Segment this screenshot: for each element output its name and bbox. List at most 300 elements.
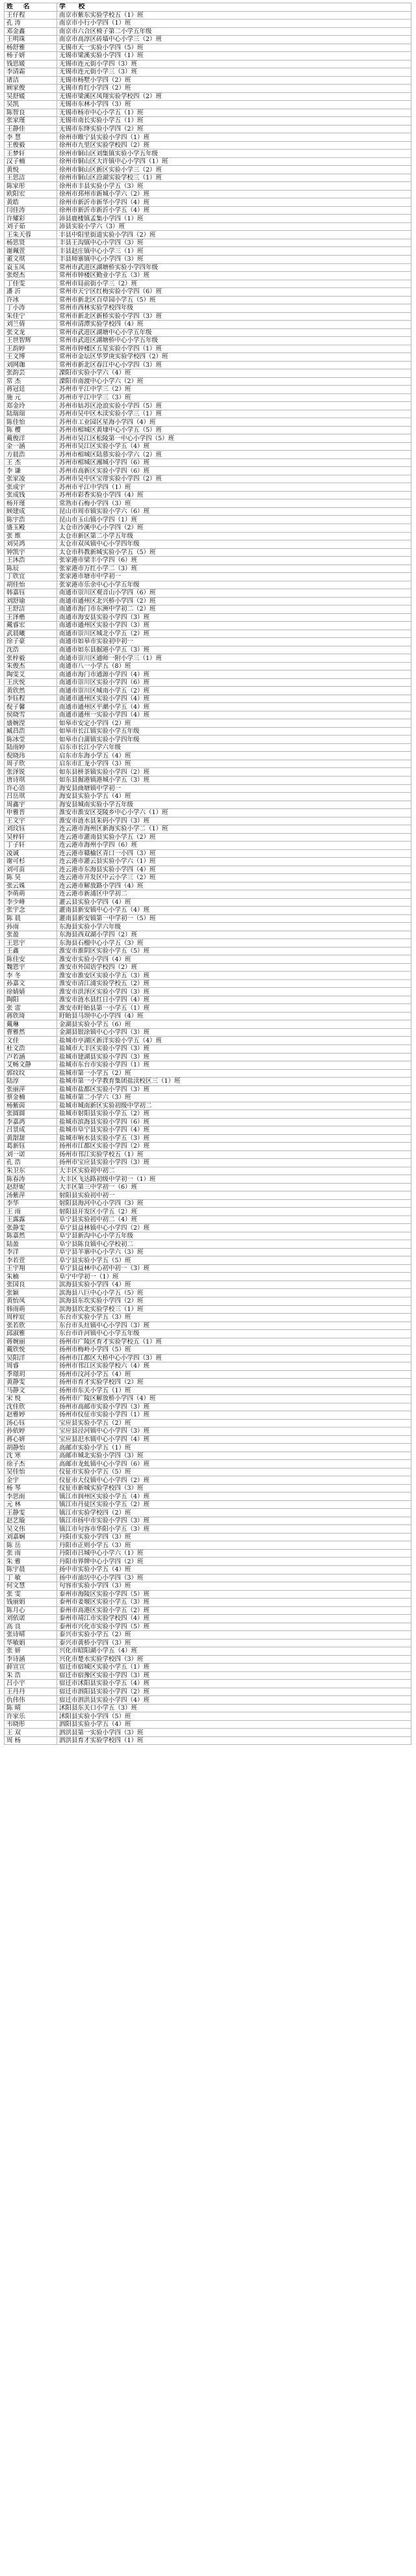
school-cell: 南通市海门市通源小学四（4）班 (57, 671, 411, 679)
school-cell: 常州市武进区湖塘桥中心小学五年级 (57, 337, 411, 345)
student-name-cell: 汤心钰 (5, 1419, 57, 1427)
table-row (5, 1037, 411, 1045)
student-name-cell: 金宇 (5, 1476, 57, 1485)
student-name-cell: 周鑫宇 (5, 801, 57, 809)
student-name-cell: 陆瑞瑞 (5, 410, 57, 418)
student-name-cell: 丁佳雯 (5, 280, 57, 288)
school-cell: 盐城市第一小学五（2）班 (57, 1069, 411, 1078)
student-name-cell: 钱丽娟 (5, 1599, 57, 1607)
student-name-cell: 杨 琴 (5, 1484, 57, 1493)
student-name-cell: 李 冬 (5, 972, 57, 980)
school-cell: 大丰区飞达路初级中学初一（1）班 (57, 1175, 411, 1184)
student-name-cell: 郑金玲 (5, 402, 57, 410)
school-cell: 苏州市平江中学三（3）班 (57, 393, 411, 402)
student-name-cell: 徐子豪 (5, 638, 57, 646)
table-row (5, 1444, 411, 1452)
student-name-cell: 黄怡凤 (5, 1297, 57, 1305)
school-cell: 南通市八一小学五（8）班 (57, 662, 411, 671)
school-cell: 徐州市铜山区新区实验小学三（2）班 (57, 166, 411, 174)
student-name-cell: 魏恩宇 (5, 963, 57, 972)
school-cell: 太仓市科教新城实验小学五（5）班 (57, 548, 411, 557)
school-cell: 常州市钟楼区五星实验小学四（1）班 (57, 345, 411, 353)
school-cell: 如皋市白蒲镇实验小学四年级 (57, 736, 411, 744)
table-row (5, 1517, 411, 1525)
student-name-cell: 盛玉殿 (5, 524, 57, 533)
table-row (5, 418, 411, 427)
student-name-cell: 孙雨 (5, 923, 57, 931)
table-row (5, 1126, 411, 1135)
table-row (5, 20, 411, 28)
student-name-cell: 刘兰倩 (5, 321, 57, 329)
school-cell: 南通市崇川区通师一附小学三（1）班 (57, 654, 411, 663)
table-row (5, 36, 411, 44)
table-row (5, 776, 411, 784)
student-name-cell: 王明珠 (5, 36, 57, 44)
student-name-cell: 陈宇浩 (5, 516, 57, 524)
table-row (5, 1639, 411, 1647)
student-name-cell: 陈佳安 (5, 955, 57, 964)
school-cell: 东台市许河镇中心小学五年级 (57, 1330, 411, 1338)
student-name-cell: 沈佳欣 (5, 1403, 57, 1411)
school-cell: 徐州市铜山区沿湖实验学校三（1）班 (57, 174, 411, 182)
table-row (5, 939, 411, 948)
school-cell: 南通市通州区实验小学四（3）班 (57, 622, 411, 630)
school-cell: 宝应县泾河镇中心小学四（3）班 (57, 1427, 411, 1436)
table-row (5, 133, 411, 142)
table-header-row (5, 3, 411, 12)
school-cell: 仪征市新城实验学校四（3）班 (57, 1484, 411, 1493)
student-name-cell: 邱淑雅 (5, 1330, 57, 1338)
student-name-cell: 孙依婷 (5, 1427, 57, 1436)
table-row (5, 613, 411, 622)
school-cell: 阜宁县羊寨中心小学六（3）班 (57, 1248, 411, 1256)
school-cell: 苏州市平江中学四（1）班 (57, 483, 411, 492)
name-list-sheet (4, 3, 411, 1745)
table-row (5, 752, 411, 760)
table-row (5, 573, 411, 581)
student-name-cell: 王 双 (5, 1729, 57, 1737)
student-name-cell: 周睿 (5, 1362, 57, 1371)
table-row (5, 671, 411, 679)
school-cell: 淮安市淮安区茭陵乡中心小学六（1）班 (57, 809, 411, 817)
table-row (5, 1012, 411, 1020)
school-cell: 盐城市盐都区实验小学四（3）班 (57, 1085, 411, 1094)
student-name-cell: 张 妍 (5, 1647, 57, 1656)
table-row (5, 1655, 411, 1664)
school-cell: 苏州市吴江区实验小学五（4）班 (57, 442, 411, 451)
school-cell: 盐城市阜宁县实验小学四（4）班 (57, 1126, 411, 1135)
student-name-cell: 张宇念 (5, 907, 57, 915)
table-row (5, 963, 411, 972)
table-row (5, 1704, 411, 1712)
table-row (5, 1680, 411, 1688)
school-cell: 宿迁市泗阳县实验小学四（2）班 (57, 1688, 411, 1696)
table-row (5, 1143, 411, 1151)
table-row (5, 166, 411, 174)
school-cell: 盐城市第一小学教育集团盐渎校区三（1）班 (57, 1078, 411, 1086)
student-name-cell: 陈 岳 (5, 1541, 57, 1550)
table-row (5, 68, 411, 77)
table-row (5, 646, 411, 654)
table-row (5, 662, 411, 671)
school-cell: 丹阳市界牌中心小学四（2）班 (57, 1558, 411, 1566)
table-row (5, 979, 411, 988)
table-row (5, 1208, 411, 1216)
school-cell: 东海县西双湖小学四（2）班 (57, 931, 411, 939)
table-row (5, 1533, 411, 1541)
table-row (5, 849, 411, 858)
table-row (5, 1004, 411, 1013)
table-row (5, 402, 411, 410)
student-name-cell: 孔 浩 (5, 1159, 57, 1167)
school-cell: 射阳县开发区小学五（2）班 (57, 1208, 411, 1216)
table-row (5, 1599, 411, 1607)
school-cell: 沭阳县实验小学四（5）班 (57, 1712, 411, 1721)
table-row (5, 60, 411, 68)
table-row (5, 931, 411, 939)
table-row (5, 337, 411, 345)
student-name-cell: 陈 晴 (5, 1704, 57, 1712)
student-name-cell: 刘一诺 (5, 1150, 57, 1159)
school-cell: 阜宁县实验小学五（5）班 (57, 1256, 411, 1265)
table-row (5, 687, 411, 695)
school-cell: 丰县师寨镇中心小学四（3）班 (57, 255, 411, 263)
student-name-cell: 许耀彩 (5, 215, 57, 223)
table-row (5, 1509, 411, 1517)
table-row (5, 1053, 411, 1061)
table-row (5, 760, 411, 768)
table-row (5, 475, 411, 483)
school-cell: 苏州市平江中学三（2）班 (57, 386, 411, 394)
student-name-cell: 张盈 (5, 931, 57, 939)
student-name-cell: 赵舒妮 (5, 1183, 57, 1191)
student-name-cell: 王思洁 (5, 174, 57, 182)
student-name-cell: 陶雯艾 (5, 671, 57, 679)
school-cell: 常熟市石梅小学四（3）班 (57, 499, 411, 508)
table-row (5, 1183, 411, 1191)
table-row (5, 923, 411, 931)
student-name-cell: 张颖 (5, 1289, 57, 1297)
student-name-cell: 蒋欣琦 (5, 1012, 57, 1020)
student-name-cell: 张文龙 (5, 328, 57, 337)
school-cell: 扬州市育才实验学校四（2）班 (57, 1379, 411, 1387)
student-name-cell: 葛新钰 (5, 1143, 57, 1151)
school-cell: 无锡市杨市中心小学五（1）班 (57, 109, 411, 117)
table-row (5, 1085, 411, 1094)
student-name-cell: 季璟玥 (5, 1370, 57, 1379)
table-row (5, 101, 411, 109)
school-cell: 海安县城南实验小学五年级 (57, 801, 411, 809)
table-row (5, 1256, 411, 1265)
table-row (5, 972, 411, 980)
student-name-cell: 蔡金楠 (5, 1094, 57, 1102)
student-name-cell: 陈 昊 (5, 874, 57, 883)
student-name-cell: 吴舒媛 (5, 92, 57, 101)
school-cell: 泗洪县第一实验小学四（3）班 (57, 1729, 411, 1737)
student-name-cell: 刘嘉娴 (5, 1533, 57, 1541)
student-name-cell: 李 谦 (5, 467, 57, 475)
student-name-cell: 赵雅婷 (5, 1411, 57, 1420)
table-row (5, 1061, 411, 1070)
school-cell: 启东市汇龙小学四（3）班 (57, 760, 411, 768)
table-body (5, 11, 411, 1745)
school-cell: 灌云县实验小学四（4）班 (57, 898, 411, 907)
school-cell: 常州市天宁区红梅实验小学四（6）班 (57, 288, 411, 297)
table-row (5, 85, 411, 93)
school-cell: 句容市实验小学四（3）班 (57, 1582, 411, 1591)
student-name-cell: 王丹丹 (5, 1688, 57, 1696)
table-row (5, 1297, 411, 1305)
table-row (5, 1379, 411, 1387)
student-name-cell: 张云姝 (5, 882, 57, 890)
student-name-cell: 陈冰莹 (5, 736, 57, 744)
student-name-cell: 王文博 (5, 353, 57, 362)
student-name-cell: 陈家彤 (5, 182, 57, 191)
student-name-cell: 陆淳 (5, 1078, 57, 1086)
school-cell: 扬州市东关小学五（1）班 (57, 1387, 411, 1395)
student-name-cell: 诸洁 (5, 76, 57, 85)
table-row (5, 288, 411, 297)
school-cell: 泰兴市实验小学五（2）班 (57, 1631, 411, 1640)
student-name-cell: 闫佳涛 (5, 206, 57, 215)
table-row (5, 597, 411, 605)
student-name-cell: 朱卫东 (5, 1167, 57, 1175)
school-cell: 南通市崇川区城北小学五（2）班 (57, 630, 411, 638)
school-cell: 淮安市淮安区实验小学五（3）班 (57, 972, 411, 980)
table-row (5, 52, 411, 60)
school-cell: 连云港市赣榆区青口一小四（3）班 (57, 849, 411, 858)
table-row (5, 1305, 411, 1314)
school-cell: 丹阳市吕城中心小学六（1）班 (57, 1549, 411, 1558)
school-cell: 宿迁市沭阳县实验小学五（4）班 (57, 1680, 411, 1688)
school-cell: 扬州市邗江区实验学校六（4）班 (57, 1362, 411, 1371)
school-cell: 泰兴市黄桥小学四（3）班 (57, 1639, 411, 1647)
school-cell: 太仓市双凤镇中心小学四年级 (57, 540, 411, 549)
school-cell: 苏州市吴江区松陵第一中心小学四（5）班 (57, 434, 411, 443)
school-cell: 镇江市扬中市实验小学四（3）班 (57, 1517, 411, 1525)
student-name-cell: 薛宣宣 (5, 1664, 57, 1672)
table-row (5, 1696, 411, 1705)
school-cell: 如东县栟茶镇实验小学四（2）班 (57, 768, 411, 777)
school-cell: 盐城市响水县实验小学五（3）班 (57, 1134, 411, 1143)
table-row (5, 736, 411, 744)
student-name-cell: 吕景成 (5, 1126, 57, 1135)
table-row (5, 548, 411, 557)
school-cell: 盐城市东台市实验小学四（1）班 (57, 1061, 411, 1070)
table-row (5, 727, 411, 736)
student-name-cell: 李华 (5, 1199, 57, 1208)
student-name-cell: 李 慧 (5, 133, 57, 142)
school-cell: 苏州市吴中区木渎实验小学三（1）班 (57, 410, 411, 418)
table-row (5, 1134, 411, 1143)
table-row (5, 638, 411, 646)
table-row (5, 678, 411, 687)
school-cell: 如皋市安定小学四（2）班 (57, 719, 411, 728)
school-cell: 东海县实验小学六年级 (57, 923, 411, 931)
table-row (5, 654, 411, 663)
table-row (5, 1289, 411, 1297)
school-cell: 无锡市连元街小学四（3）班 (57, 60, 411, 68)
school-cell: 淮安市清江浦实验学校五（2）班 (57, 979, 411, 988)
school-cell: 徐州市丰县实验小学五（3）班 (57, 182, 411, 191)
school-cell: 泰州市高港区实验小学五（2）班 (57, 1606, 411, 1615)
school-cell: 沭阳县东关口小学五（3）班 (57, 1704, 411, 1712)
student-name-cell: 李嘉鸿 (5, 1118, 57, 1126)
student-name-cell: 郭纹纹 (5, 1069, 57, 1078)
student-name-cell: 吴阳洋 (5, 1354, 57, 1362)
table-row (5, 1500, 411, 1509)
school-cell: 徐州市睢宁县实验小学四（1）班 (57, 133, 411, 142)
school-cell: 扬州市邗江实验学校五（1）班 (57, 1150, 411, 1159)
school-cell: 苏州市高新区实验小学四（6）班 (57, 467, 411, 475)
table-row (5, 1435, 411, 1444)
student-name-cell: 唐诗琪 (5, 776, 57, 784)
school-cell: 南通市通州区平潮小学五（4）班 (57, 703, 411, 711)
school-cell: 常州市金坛区华罗庚实验学校四（2）班 (57, 353, 411, 362)
student-name-cell: 卢若涵 (5, 1053, 57, 1061)
table-row (5, 92, 411, 101)
school-cell: 射阳县实验初中初一 (57, 1191, 411, 1200)
student-name-cell: 丁欣宜 (5, 573, 57, 581)
school-cell: 连云港市灌南县实验小学五（2）班 (57, 833, 411, 842)
student-name-cell: 张煜杰 (5, 272, 57, 280)
table-row (5, 1729, 411, 1737)
table-row (5, 44, 411, 52)
table-row (5, 109, 411, 117)
school-cell: 泰州市海陵区实验小学四（5）班 (57, 1590, 411, 1599)
student-name-cell: 吴凯 (5, 101, 57, 109)
student-name-cell: 顾建成 (5, 507, 57, 516)
school-cell: 徐州市新沂市新华小学四（4）班 (57, 198, 411, 207)
student-name-cell: 胡静怡 (5, 1444, 57, 1452)
school-cell: 阜宁县实验初中初二（4）班 (57, 1215, 411, 1224)
student-name-cell: 周 杨 (5, 1736, 57, 1745)
student-name-cell: 杨舒雅 (5, 44, 57, 52)
student-name-cell: 王文宇 (5, 817, 57, 825)
school-cell: 扬州市高邮市实验小学四（3）班 (57, 1403, 411, 1411)
student-name-cell: 韩嘉钰 (5, 589, 57, 598)
student-name-cell: 李少峰 (5, 898, 57, 907)
table-row (5, 1590, 411, 1599)
school-cell: 阜宁县陈良镇中心学校初二 (57, 1240, 411, 1249)
table-row (5, 703, 411, 711)
student-name-cell: 王梦轩 (5, 150, 57, 158)
table-row (5, 1574, 411, 1582)
table-row (5, 1175, 411, 1184)
student-name-cell: 戴欣悦 (5, 1346, 57, 1355)
student-name-cell: 赵艺璇 (5, 1517, 57, 1525)
school-cell: 南通市如东县掘港小学五（3）班 (57, 646, 411, 654)
school-cell: 溧阳市实验小学六（4）班 (57, 369, 411, 378)
table-row (5, 605, 411, 614)
student-name-cell: 陈 晨 (5, 914, 57, 923)
student-name-cell: 臧昌浩 (5, 727, 57, 736)
school-cell: 淮安市外国语学校四（2）班 (57, 963, 411, 972)
school-cell: 苏州市相城区陆慕实验小学六（2）班 (57, 451, 411, 459)
table-row (5, 1167, 411, 1175)
school-cell: 常州市钟楼区勤业小学五（3）班 (57, 272, 411, 280)
student-name-cell: 王俊毅 (5, 141, 57, 150)
table-row (5, 426, 411, 434)
table-row (5, 564, 411, 573)
table-row (5, 1078, 411, 1086)
student-name-cell: 马静文 (5, 1387, 57, 1395)
table-row (5, 27, 411, 36)
school-cell: 金湖县实验小学五（6）班 (57, 1020, 411, 1029)
school-cell: 如皋市长江镇实验小学五年级 (57, 727, 411, 736)
school-cell: 无锡市育红小学四（2）班 (57, 85, 411, 93)
table-row (5, 272, 411, 280)
school-cell: 苏州市相城区湘城小学四（6）班 (57, 458, 411, 467)
table-row (5, 1362, 411, 1371)
table-row (5, 557, 411, 565)
student-name-cell: 张成钱 (5, 491, 57, 499)
student-name-cell: 许冰 (5, 296, 57, 304)
table-row (5, 907, 411, 915)
table-row (5, 1411, 411, 1420)
table-row (5, 1330, 411, 1338)
school-cell: 大丰区第三中学初一（6）班 (57, 1183, 411, 1191)
school-cell: 宿迁市泗洪县实验小学四（4）班 (57, 1696, 411, 1705)
school-cell: 盐城市建湖县实验小学四（3）班 (57, 1053, 411, 1061)
table-row (5, 1045, 411, 1054)
student-name-cell: 吕小宇 (5, 1680, 57, 1688)
school-cell: 东海县石榴中心小学五（3）班 (57, 939, 411, 948)
school-cell: 镇江市实验学校四（2）班 (57, 1509, 411, 1517)
school-cell: 苏州市相城区黄埭中心小学五（5）班 (57, 426, 411, 434)
student-name-cell: 陈嘉然 (5, 1232, 57, 1240)
table-row (5, 711, 411, 719)
table-row (5, 239, 411, 247)
student-name-cell: 李若萱 (5, 1256, 57, 1265)
table-row (5, 1452, 411, 1460)
table-row (5, 442, 411, 451)
school-cell: 沛县鹿楼镇孟集小学四（1）班 (57, 215, 411, 223)
student-name-cell: 李钰程 (5, 695, 57, 703)
table-row (5, 1484, 411, 1493)
table-row (5, 296, 411, 304)
student-name-cell: 张 维 (5, 532, 57, 540)
school-cell: 盐城市第二小学六（3）班 (57, 1094, 411, 1102)
student-name-cell: 高 良 (5, 1623, 57, 1631)
student-name-cell: 刘依诺 (5, 1615, 57, 1623)
table-row (5, 622, 411, 630)
table-row (5, 361, 411, 369)
student-name-cell: 张诗晴 (5, 1631, 57, 1640)
school-cell: 泰州市靖江市实验学校四（4）班 (57, 1615, 411, 1623)
student-name-cell: 王 雨 (5, 1208, 57, 1216)
school-cell: 泰州市兴化市实验小学四（5）班 (57, 1623, 411, 1631)
school-cell: 阜宁中学初一（1）班 (57, 1273, 411, 1281)
table-row (5, 801, 411, 809)
student-name-cell: 欧阳宏 (5, 190, 57, 198)
table-row (5, 483, 411, 492)
student-name-cell: 钱思媛 (5, 60, 57, 68)
table-row (5, 1419, 411, 1427)
school-cell: 无锡市南长实验小学五（1）班 (57, 117, 411, 126)
student-name-cell: 刘子茹 (5, 222, 57, 231)
table-row (5, 434, 411, 443)
table-row (5, 1427, 411, 1436)
student-name-cell: 何文慧 (5, 1582, 57, 1591)
table-row (5, 1159, 411, 1167)
student-name-cell: 张国良 (5, 1281, 57, 1289)
school-cell: 宿迁市宿城区实验小学五（1）班 (57, 1664, 411, 1672)
table-row (5, 825, 411, 834)
school-cell: 仪征市实验小学五（5）班 (57, 1468, 411, 1476)
student-name-cell: 吕岳琪 (5, 793, 57, 801)
school-cell: 宝应县氾水镇中心小学四（4）班 (57, 1435, 411, 1444)
